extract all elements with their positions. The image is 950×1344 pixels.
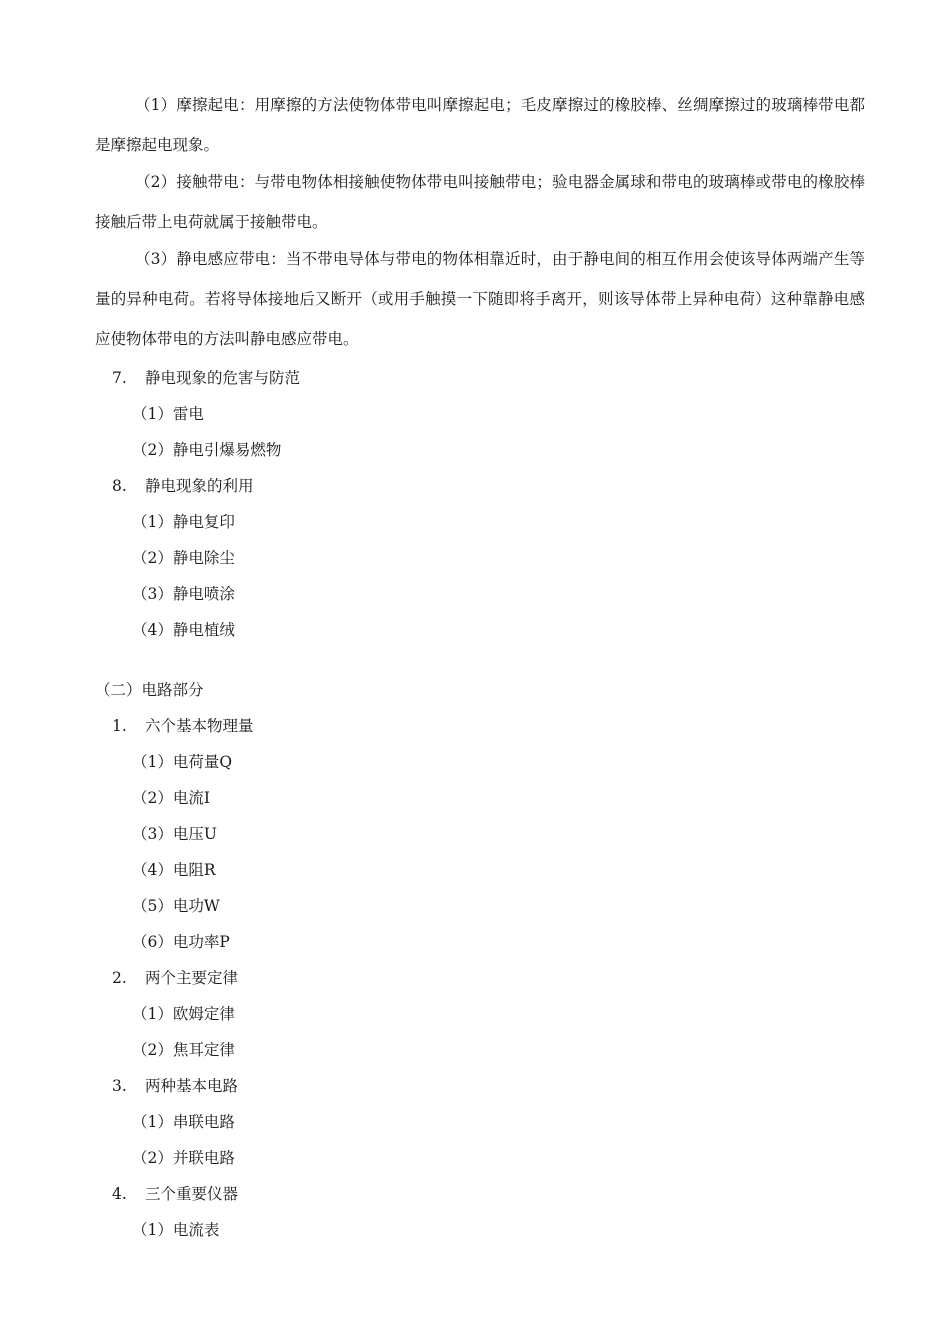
list-item: （2）电流I	[132, 789, 210, 807]
section-8-number: 8.	[112, 477, 127, 495]
part2-section-4-title: 三个重要仪器	[145, 1185, 239, 1203]
list-item: （4）电阻R	[132, 861, 216, 879]
part2-section-2-title: 两个主要定律	[145, 969, 239, 987]
list-item: （1）串联电路	[132, 1113, 235, 1131]
list-item: （2）静电引爆易燃物	[132, 441, 282, 459]
part2-section-3-number: 3.	[112, 1077, 127, 1095]
part-2-heading: （二）电路部分	[95, 681, 204, 699]
paragraph-contact-charging: （2）接触带电：与带电物体相接触使物体带电叫接触带电；验电器金属球和带电的玻璃棒或带电的橡胶棒接触后带上电荷就属于接触带电。	[95, 173, 865, 231]
part2-section-1-title: 六个基本物理量	[145, 717, 254, 735]
list-item: （4）静电植绒	[132, 621, 235, 639]
list-item: （2）静电除尘	[132, 549, 235, 567]
list-item: （2）并联电路	[132, 1149, 235, 1167]
list-item: （1）电荷量Q	[132, 753, 233, 771]
list-item: （3）电压U	[132, 825, 217, 843]
part2-section-2-number: 2.	[112, 969, 127, 987]
list-item: （1）静电复印	[132, 513, 235, 531]
list-item: （3）静电喷涂	[132, 585, 235, 603]
part2-section-4-number: 4.	[112, 1185, 127, 1203]
paragraph-induction-charging: （3）静电感应带电：当不带电导体与带电的物体相靠近时，由于静电间的相互作用会使该导体两端产生等量的异种电荷。若将导体接地后又断开（或用手触摸一下随即将手离开，则该导体带上异种电荷）这种靠静电感应使物体带电的方法叫静电感应带电。	[95, 250, 865, 348]
list-item: （2）焦耳定律	[132, 1041, 235, 1059]
list-item: （1）雷电	[132, 405, 204, 423]
list-item: （1）电流表	[132, 1221, 220, 1239]
paragraph-friction-charging: （1）摩擦起电：用摩擦的方法使物体带电叫摩擦起电；毛皮摩擦过的橡胶棒、丝绸摩擦过的玻璃棒带电都是摩擦起电现象。	[95, 96, 865, 154]
section-7-title: 静电现象的危害与防范	[145, 369, 301, 387]
list-item: （1）欧姆定律	[132, 1005, 235, 1023]
part2-section-3-title: 两种基本电路	[145, 1077, 239, 1095]
list-item: （6）电功率P	[132, 933, 230, 951]
section-7-number: 7.	[112, 369, 127, 387]
part2-section-1-number: 1.	[112, 717, 127, 735]
section-8-title: 静电现象的利用	[145, 477, 254, 495]
list-item: （5）电功W	[132, 897, 220, 915]
